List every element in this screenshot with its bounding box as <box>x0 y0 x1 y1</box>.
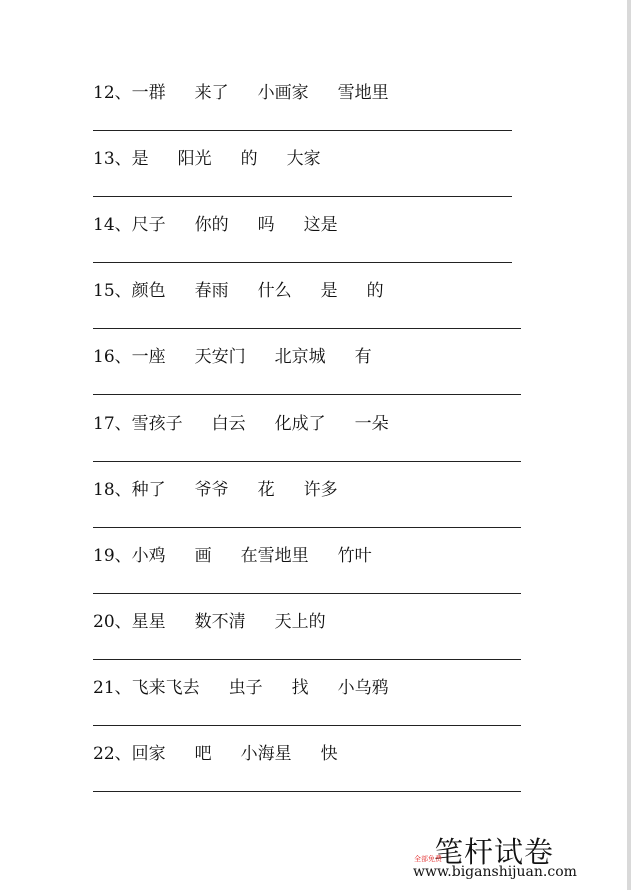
page-edge <box>627 0 631 890</box>
word: 吧 <box>194 744 212 764</box>
word: 小乌鸦 <box>337 677 389 698</box>
word: 什么 <box>257 281 292 302</box>
logo-url: www.biganshijuan.com <box>413 864 577 880</box>
logo-tag: 全部免费 <box>414 855 442 863</box>
exercise-item <box>93 215 367 235</box>
exercise-item <box>93 546 401 566</box>
word: 种了 <box>131 479 166 500</box>
word: 小鸡 <box>131 545 166 566</box>
answer-line[interactable] <box>93 791 521 792</box>
exercise-item <box>93 83 418 103</box>
answer-line[interactable] <box>93 461 521 462</box>
answer-line[interactable] <box>93 328 521 329</box>
item-number: 15、 <box>93 281 132 302</box>
answer-line[interactable] <box>93 394 521 395</box>
item-number: 18、 <box>93 479 132 500</box>
word: 花 <box>257 479 275 500</box>
word: 爷爷 <box>194 479 229 500</box>
word: 天上的 <box>274 611 326 632</box>
word: 小画家 <box>257 83 309 103</box>
word: 天安门 <box>194 347 246 368</box>
answer-line[interactable] <box>93 527 521 528</box>
word: 的 <box>366 281 384 302</box>
exercise-item <box>93 281 413 301</box>
item-number: 22、 <box>93 744 132 764</box>
answer-line[interactable] <box>93 593 521 594</box>
item-number: 19、 <box>93 545 132 566</box>
word: 找 <box>291 677 309 698</box>
word: 飞来飞去 <box>131 677 200 698</box>
word: 是 <box>131 149 149 170</box>
word: 你的 <box>194 215 229 236</box>
word: 一群 <box>131 83 166 103</box>
word: 数不清 <box>194 611 246 632</box>
word: 小海星 <box>240 744 292 764</box>
word: 颜色 <box>131 281 166 302</box>
word: 竹叶 <box>337 545 372 566</box>
word: 快 <box>320 744 338 764</box>
item-number: 14、 <box>93 215 132 236</box>
word: 吗 <box>257 215 275 236</box>
exercise-item <box>93 612 355 632</box>
word: 虫子 <box>228 677 263 698</box>
word: 春雨 <box>194 281 229 302</box>
exercise-item <box>93 480 367 500</box>
answer-line[interactable] <box>93 262 512 263</box>
word: 阳光 <box>177 149 212 170</box>
item-number: 17、 <box>93 413 132 434</box>
exercise-item <box>93 678 418 698</box>
item-number: 16、 <box>93 347 132 368</box>
logo-name: 笔杆试卷 <box>434 835 555 869</box>
exercise-item <box>93 744 367 764</box>
exercise-item <box>93 347 401 367</box>
word: 有 <box>354 347 372 368</box>
word: 化成了 <box>274 413 326 434</box>
item-number: 21、 <box>93 677 132 698</box>
item-number: 12、 <box>93 83 132 103</box>
word: 这是 <box>303 215 338 236</box>
word: 来了 <box>194 83 229 103</box>
word: 尺子 <box>131 215 166 236</box>
word: 的 <box>240 149 258 170</box>
word: 雪孩子 <box>131 413 183 434</box>
word: 在雪地里 <box>240 545 309 566</box>
exercise-item <box>93 414 418 434</box>
exercise-item <box>93 149 350 169</box>
word: 雪地里 <box>337 83 389 103</box>
answer-line[interactable] <box>93 725 521 726</box>
word: 北京城 <box>274 347 326 368</box>
word: 大家 <box>286 149 321 170</box>
site-logo <box>410 830 577 885</box>
word: 画 <box>194 545 212 566</box>
answer-line[interactable] <box>93 196 512 197</box>
item-number: 13、 <box>93 149 132 170</box>
answer-line[interactable] <box>93 130 512 131</box>
answer-line[interactable] <box>93 659 521 660</box>
word: 回家 <box>131 744 166 764</box>
word: 一朵 <box>354 413 389 434</box>
word: 白云 <box>211 413 246 434</box>
word: 许多 <box>303 479 338 500</box>
word: 是 <box>320 281 338 302</box>
word: 一座 <box>131 347 166 368</box>
word: 星星 <box>131 611 166 632</box>
item-number: 20、 <box>93 611 132 632</box>
